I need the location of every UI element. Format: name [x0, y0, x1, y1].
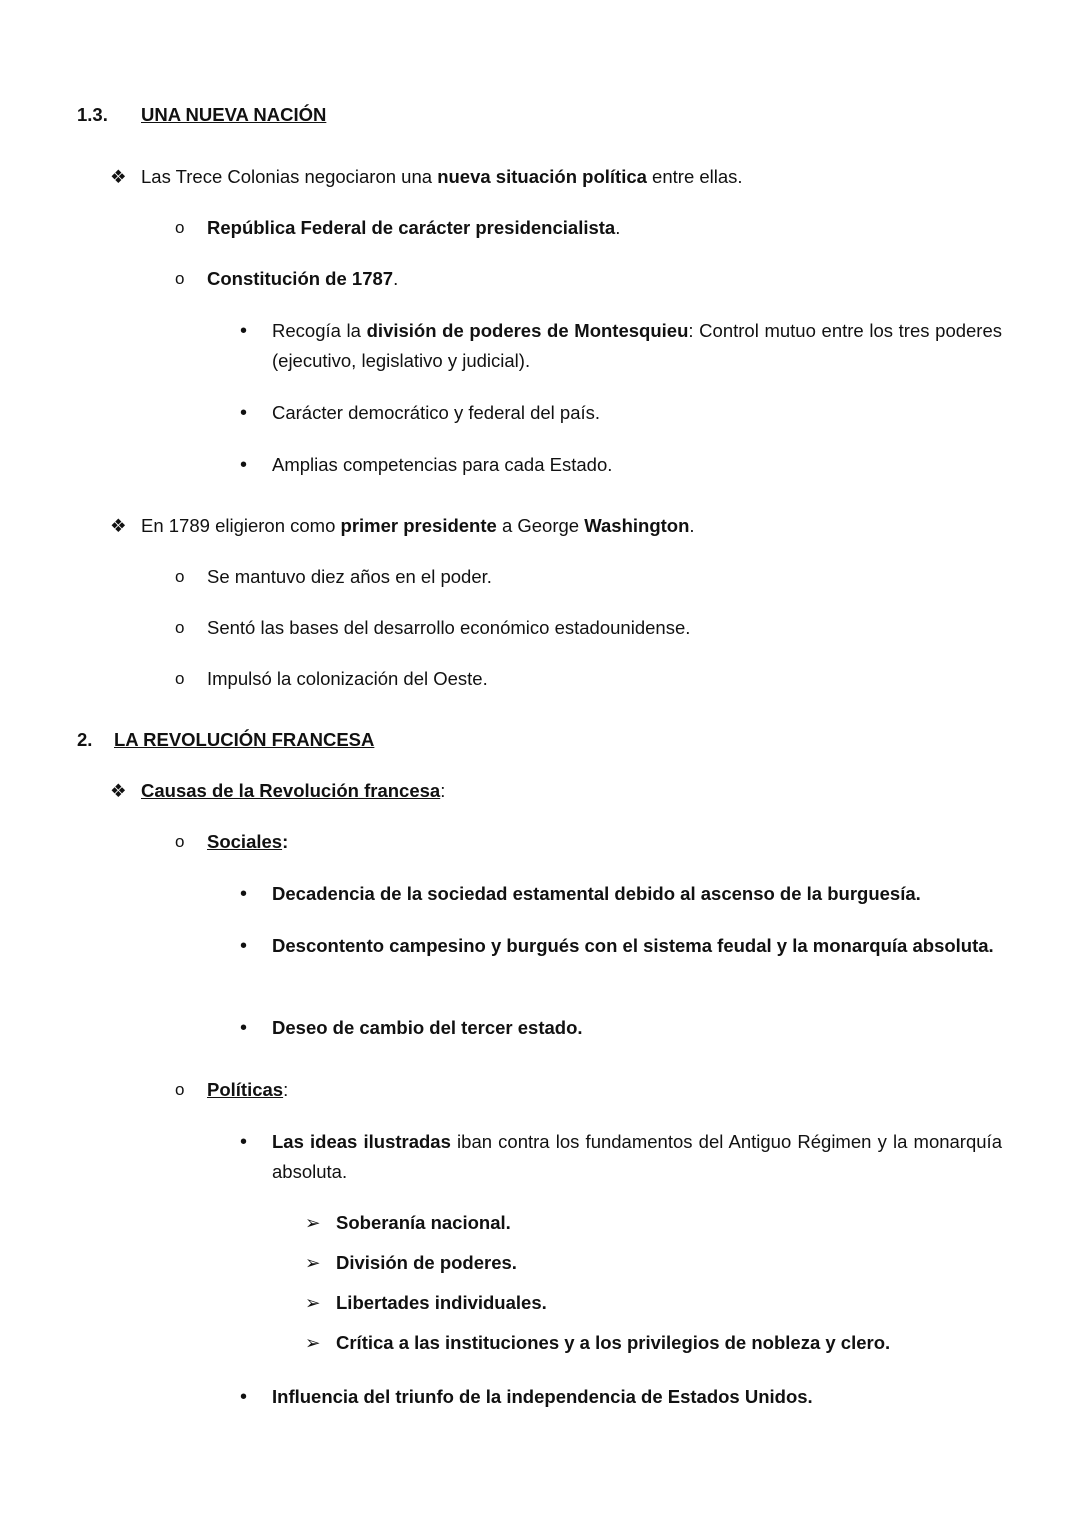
dot-bullet-icon: • [240, 454, 248, 476]
list-item [141, 511, 695, 541]
list-item [336, 1328, 890, 1358]
text-run: primer presidente [340, 515, 497, 536]
text-run: : Control mutuo entre los tres poderes (ejecutivo, legislativo y judicial). [272, 320, 1003, 371]
text-run: Las Trece Colonias negociaron una [141, 166, 438, 187]
text-run: División de poderes. [336, 1252, 517, 1273]
text-run: . [689, 515, 695, 536]
section-heading [114, 725, 374, 755]
section-number: 2. [77, 729, 93, 750]
list-item [272, 931, 1002, 961]
text-run: Descontento campesino y burgués con el sistema feudal y la monarquía absoluta. [272, 935, 994, 956]
text-run: Impulsó la colonización del Oeste. [207, 668, 488, 689]
dot-bullet-icon: • [240, 1017, 248, 1039]
list-item [207, 213, 620, 243]
text-run: Las ideas ilustradas [272, 1131, 451, 1152]
text-run: Causas de la Revolución francesa [141, 780, 441, 801]
text-run: iban contra los fundamentos del Antiguo Régimen y la monarquía absoluta. [272, 1131, 1002, 1182]
text-run: . [393, 268, 399, 289]
circle-bullet-icon: o [175, 832, 185, 851]
list-item [207, 1075, 288, 1105]
circle-bullet-icon: o [175, 669, 185, 688]
list-item [272, 450, 612, 480]
list-item [272, 398, 600, 428]
arrow-bullet-icon: ➢ [305, 1212, 321, 1233]
circle-bullet-icon: o [175, 1080, 185, 1099]
text-run: : [283, 1079, 289, 1100]
text-run: Carácter democrático y federal del país. [272, 402, 601, 423]
text-run: Sentó las bases del desarrollo económico estadounidense. [207, 617, 691, 638]
circle-bullet-icon: o [175, 218, 185, 237]
text-run: Decadencia de la sociedad estamental debido al ascenso de la burguesía. [272, 883, 921, 904]
text-run: Washington [584, 515, 690, 536]
text-run: UNA NUEVA NACIÓN [141, 104, 327, 125]
dot-bullet-icon: • [240, 883, 248, 905]
circle-bullet-icon: o [175, 567, 185, 586]
dot-bullet-icon: • [240, 402, 248, 424]
list-item [207, 264, 398, 294]
list-item [272, 1382, 813, 1412]
dot-bullet-icon: • [240, 935, 248, 957]
text-run: Políticas [207, 1079, 284, 1100]
text-run: Se mantuvo diez años en el poder. [207, 566, 492, 587]
text-run: : [282, 831, 289, 852]
text-run: Influencia del triunfo de la independencia de Estados Unidos. [272, 1386, 813, 1407]
diamond-bullet-icon: ❖ [110, 780, 127, 801]
circle-bullet-icon: o [175, 269, 185, 288]
dot-bullet-icon: • [240, 320, 248, 342]
text-run: división de poderes de Montesquieu [366, 320, 689, 341]
text-run: Recogía la [272, 320, 367, 341]
text-run: Constitución de 1787 [207, 268, 394, 289]
text-run: a George [496, 515, 585, 536]
text-run: Crítica a las instituciones y a los privilegios de nobleza y clero. [336, 1332, 891, 1353]
text-run: entre ellas. [646, 166, 743, 187]
text-run: . [615, 217, 621, 238]
section-heading [141, 100, 326, 130]
text-run: Sociales [207, 831, 283, 852]
text-run: Soberanía nacional. [336, 1212, 511, 1233]
list-item [336, 1288, 547, 1318]
text-run: : [440, 780, 446, 801]
list-item [207, 613, 690, 643]
text-run: Libertades individuales. [336, 1292, 547, 1313]
section-number: 1.3. [77, 104, 108, 125]
list-item [207, 664, 488, 694]
list-item [336, 1248, 517, 1278]
text-run: En 1789 eligieron como [141, 515, 341, 536]
text-run: Deseo de cambio del tercer estado. [272, 1017, 583, 1038]
text-run: República Federal de carácter presidencialista [207, 217, 616, 238]
list-item [272, 1127, 1002, 1187]
arrow-bullet-icon: ➢ [305, 1252, 321, 1273]
list-item [272, 316, 1002, 376]
list-item [141, 776, 445, 806]
dot-bullet-icon: • [240, 1131, 248, 1153]
text-run: nueva situación política [437, 166, 647, 187]
list-item [272, 1013, 583, 1043]
circle-bullet-icon: o [175, 618, 185, 637]
arrow-bullet-icon: ➢ [305, 1332, 321, 1353]
list-item [207, 562, 492, 592]
dot-bullet-icon: • [240, 1386, 248, 1408]
arrow-bullet-icon: ➢ [305, 1292, 321, 1313]
list-item [336, 1208, 511, 1238]
list-item [272, 879, 921, 909]
diamond-bullet-icon: ❖ [110, 515, 127, 536]
list-item [207, 827, 288, 857]
text-run: Amplias competencias para cada Estado. [272, 454, 613, 475]
list-item [141, 162, 743, 192]
text-run: LA REVOLUCIÓN FRANCESA [114, 729, 375, 750]
diamond-bullet-icon: ❖ [110, 166, 127, 187]
